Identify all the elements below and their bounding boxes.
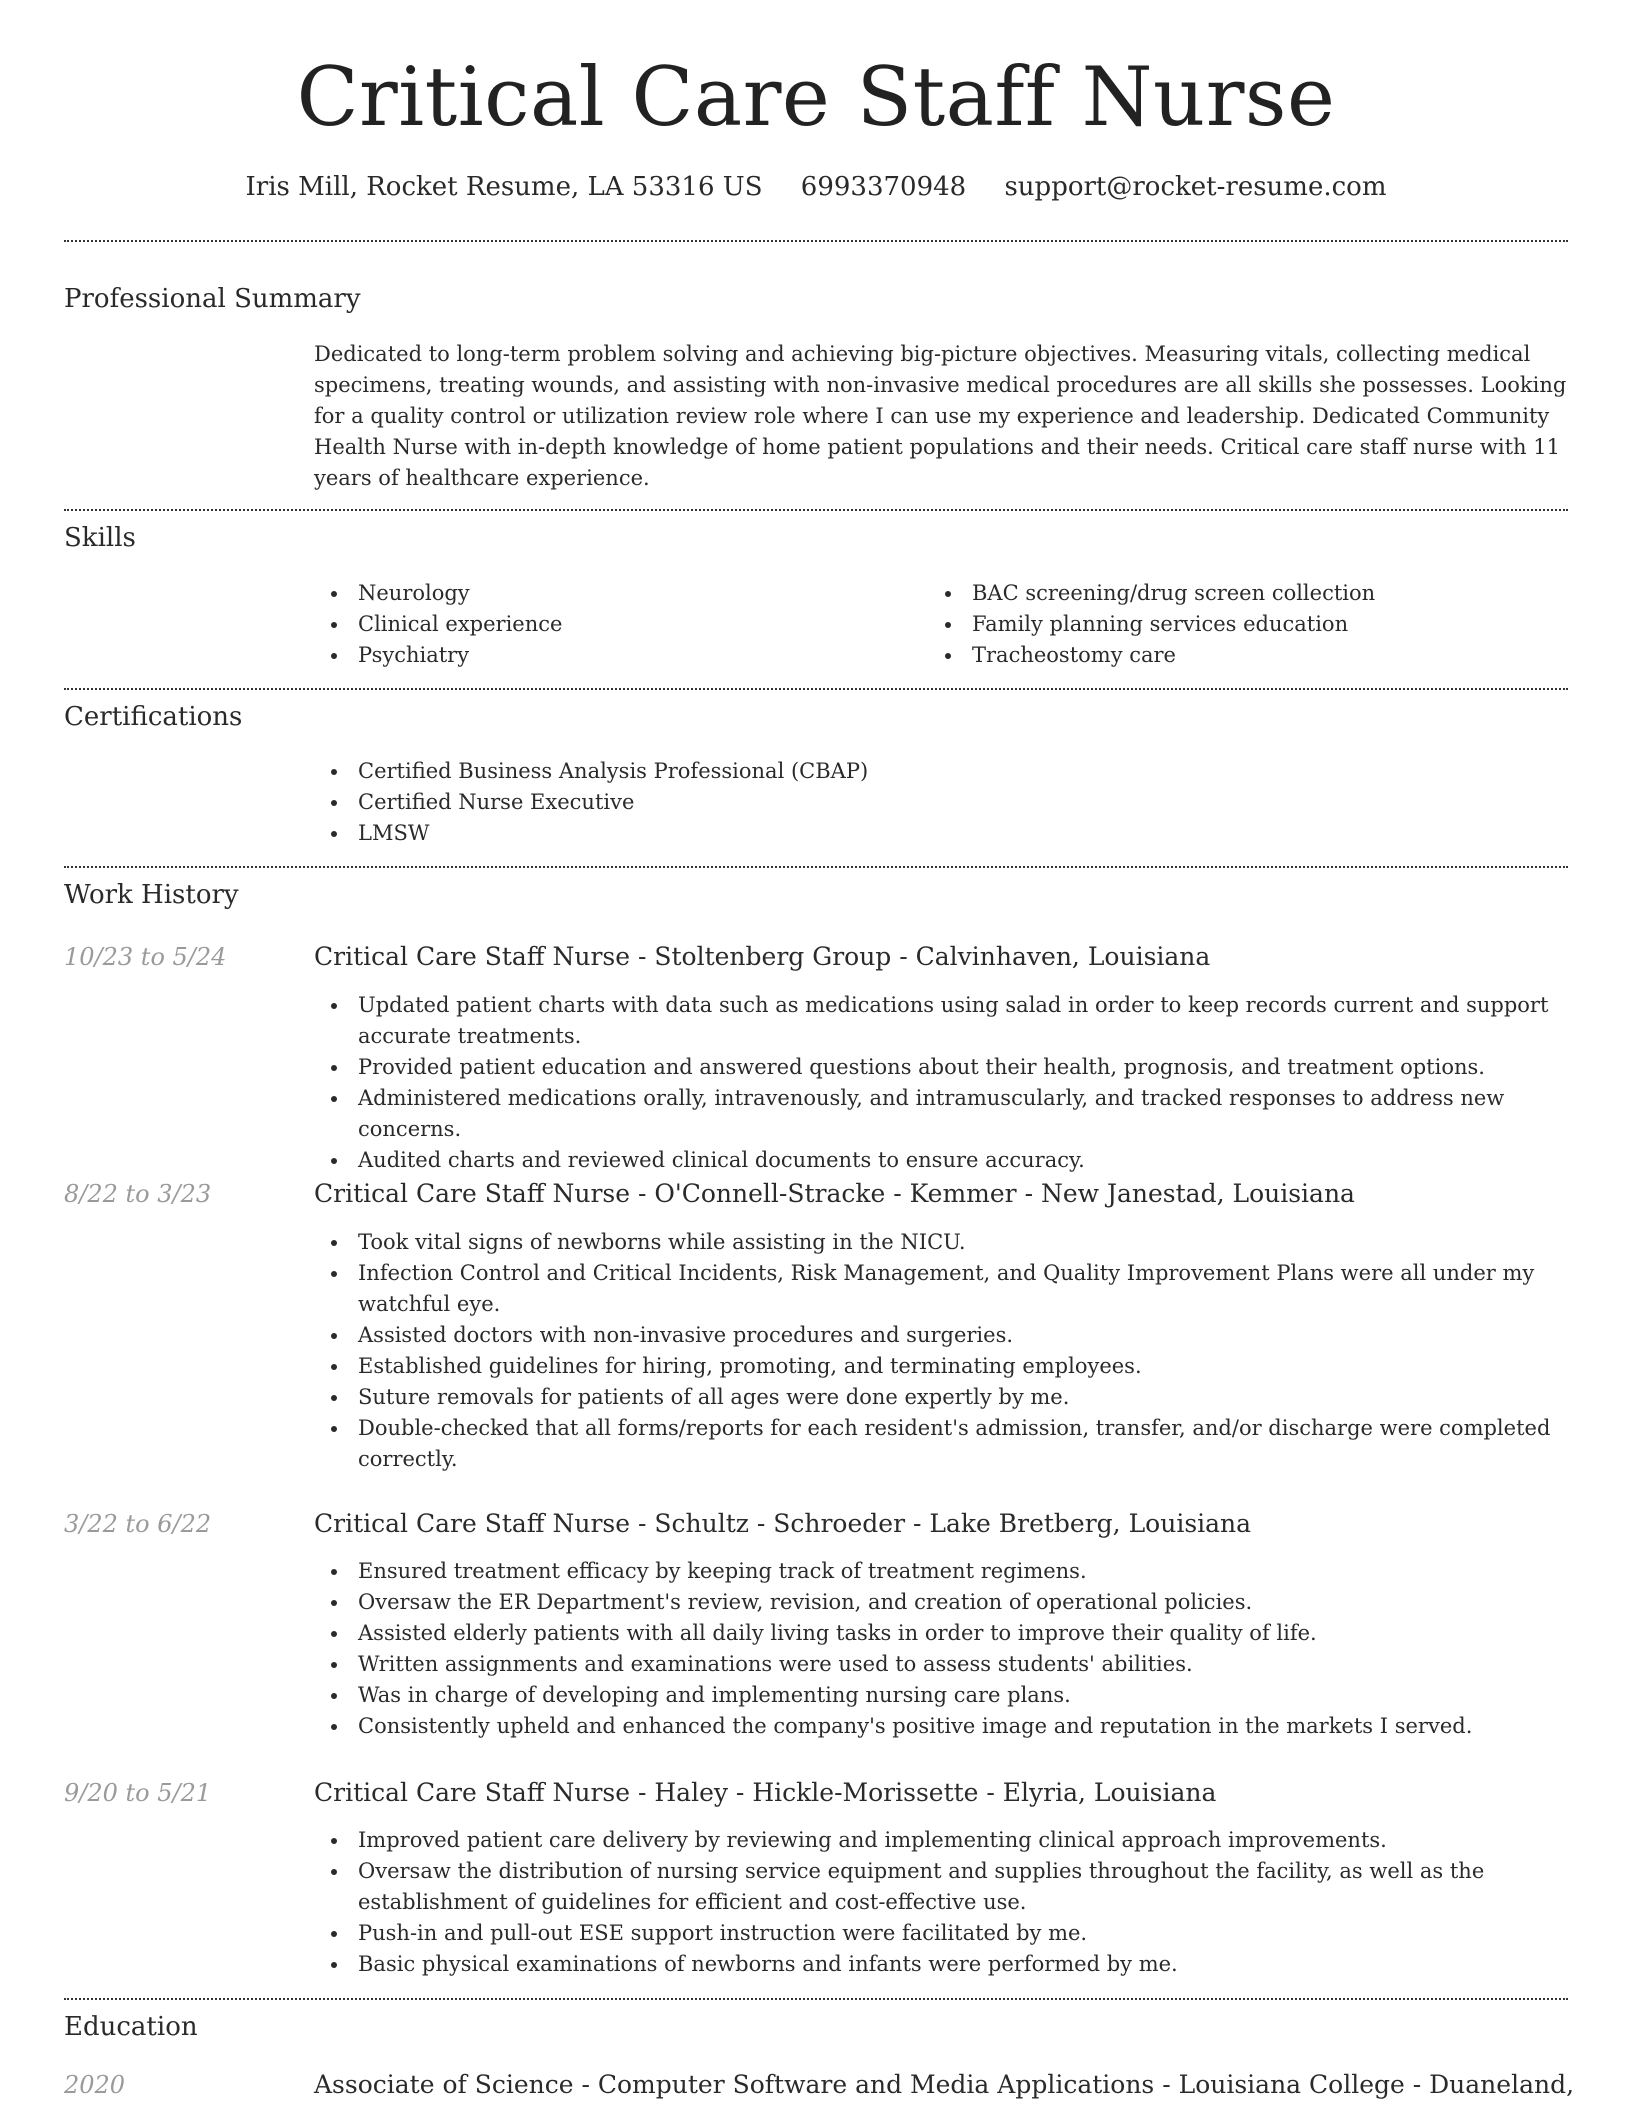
section-divider [64,1998,1568,2000]
job-dates: 10/23 to 5/24 [64,943,227,971]
job-dates: 3/22 to 6/22 [64,1510,212,1538]
job-bullet: Updated patient charts with data such as medications using salad in order to keep records current and support accurate treatments. [358,990,1568,1052]
job-bullet: Audited charts and reviewed clinical documents to ensure accuracy. [358,1145,1568,1176]
job-bullet: Infection Control and Critical Incidents, Risk Management, and Quality Improvement Plans were all under my watchful eye. [358,1258,1568,1320]
job-bullets [314,990,1568,1176]
job-title: Critical Care Staff Nurse - Stoltenberg Group - Calvinhaven, Louisiana [314,942,1211,971]
job-title: Critical Care Staff Nurse - Haley - Hickle-Morissette - Elyria, Louisiana [314,1778,1217,1807]
job-bullet: Suture removals for patients of all ages were done expertly by me. [358,1382,1568,1413]
resume-name: Critical Care Staff Nurse [296,51,1336,145]
job-bullets [314,1825,1568,1980]
certification-item: LMSW [358,818,1568,849]
skill-item: Neurology [358,578,924,609]
skills-column-left [314,578,924,671]
skill-item: Psychiatry [358,640,924,671]
skill-item: BAC screening/drug screen collection [972,578,1568,609]
job-bullets [314,1556,1568,1742]
certifications-list [314,756,1568,849]
contact-line [0,170,1632,204]
job-bullet: Assisted elderly patients with all daily living tasks in order to improve their quality of life. [358,1618,1568,1649]
job-title: Critical Care Staff Nurse - Schultz - Schroeder - Lake Bretberg, Louisiana [314,1509,1252,1538]
job-dates: 9/20 to 5/21 [64,1779,212,1807]
job-bullet: Written assignments and examinations were used to assess students' abilities. [358,1649,1568,1680]
job-bullets [314,1227,1568,1475]
job-bullet: Oversaw the distribution of nursing service equipment and supplies throughout the facility, as well as the establishment of guidelines for efficient and cost-effective use. [358,1856,1568,1918]
contact-email: support@rocket-resume.com [1004,172,1387,202]
certifications-heading: Certifications [64,702,243,732]
job-bullet: Double-checked that all forms/reports for each resident's admission, transfer, and/or discharge were completed correctly. [358,1413,1568,1475]
job-bullet: Consistently upheld and enhanced the company's positive image and reputation in the markets I served. [358,1711,1568,1742]
skill-item: Family planning services education [972,609,1568,640]
work-history-heading: Work History [64,880,239,910]
summary-text: Dedicated to long-term problem solving and achieving big-picture objectives. Measuring vitals, collecting medical specimens, treating wounds, and assisting with non-invasive medical procedures are all skills she possesses. Looking for a quality control or utilization review role where I can use my experience and leadership. Dedicated Community Health Nurse with in-depth knowledge of home patient populations and their needs. Critical care staff nurse with 11 years of healthcare experience. [314,342,1567,490]
job-dates: 8/22 to 3/23 [64,1180,212,1208]
job-bullet: Took vital signs of newborns while assisting in the NICU. [358,1227,1568,1258]
job-bullet: Administered medications orally, intravenously, and intramuscularly, and tracked responses to address new concerns. [358,1083,1568,1145]
education-year: 2020 [64,2071,126,2099]
contact-phone: 6993370948 [800,172,967,202]
section-divider [64,509,1568,511]
skill-item: Clinical experience [358,609,924,640]
job-bullet: Basic physical examinations of newborns and infants were performed by me. [358,1949,1568,1980]
job-bullet: Provided patient education and answered questions about their health, prognosis, and treatment options. [358,1052,1568,1083]
job-bullet: Assisted doctors with non-invasive procedures and surgeries. [358,1320,1568,1351]
section-divider [64,688,1568,690]
skills-column-right [928,578,1568,671]
certification-item: Certified Nurse Executive [358,787,1568,818]
job-title: Critical Care Staff Nurse - O'Connell-Stracke - Kemmer - New Janestad, Louisiana [314,1179,1355,1208]
job-bullet: Ensured treatment efficacy by keeping track of treatment regimens. [358,1556,1568,1587]
education-heading: Education [64,2012,198,2042]
section-divider [64,240,1568,242]
skill-item: Tracheostomy care [972,640,1568,671]
job-bullet: Established guidelines for hiring, promoting, and terminating employees. [358,1351,1568,1382]
contact-address: Iris Mill, Rocket Resume, LA 53316 US [245,172,763,202]
certification-item: Certified Business Analysis Professional (CBAP) [358,756,1568,787]
job-bullet: Was in charge of developing and implementing nursing care plans. [358,1680,1568,1711]
education-title: Associate of Science - Computer Software and Media Applications - Louisiana College - Duaneland, [314,2070,1575,2099]
job-bullet: Improved patient care delivery by reviewing and implementing clinical approach improvements. [358,1825,1568,1856]
section-divider [64,866,1568,868]
skills-heading: Skills [64,523,136,553]
summary-heading: Professional Summary [64,284,361,314]
job-bullet: Push-in and pull-out ESE support instruction were facilitated by me. [358,1918,1568,1949]
job-bullet: Oversaw the ER Department's review, revision, and creation of operational policies. [358,1587,1568,1618]
